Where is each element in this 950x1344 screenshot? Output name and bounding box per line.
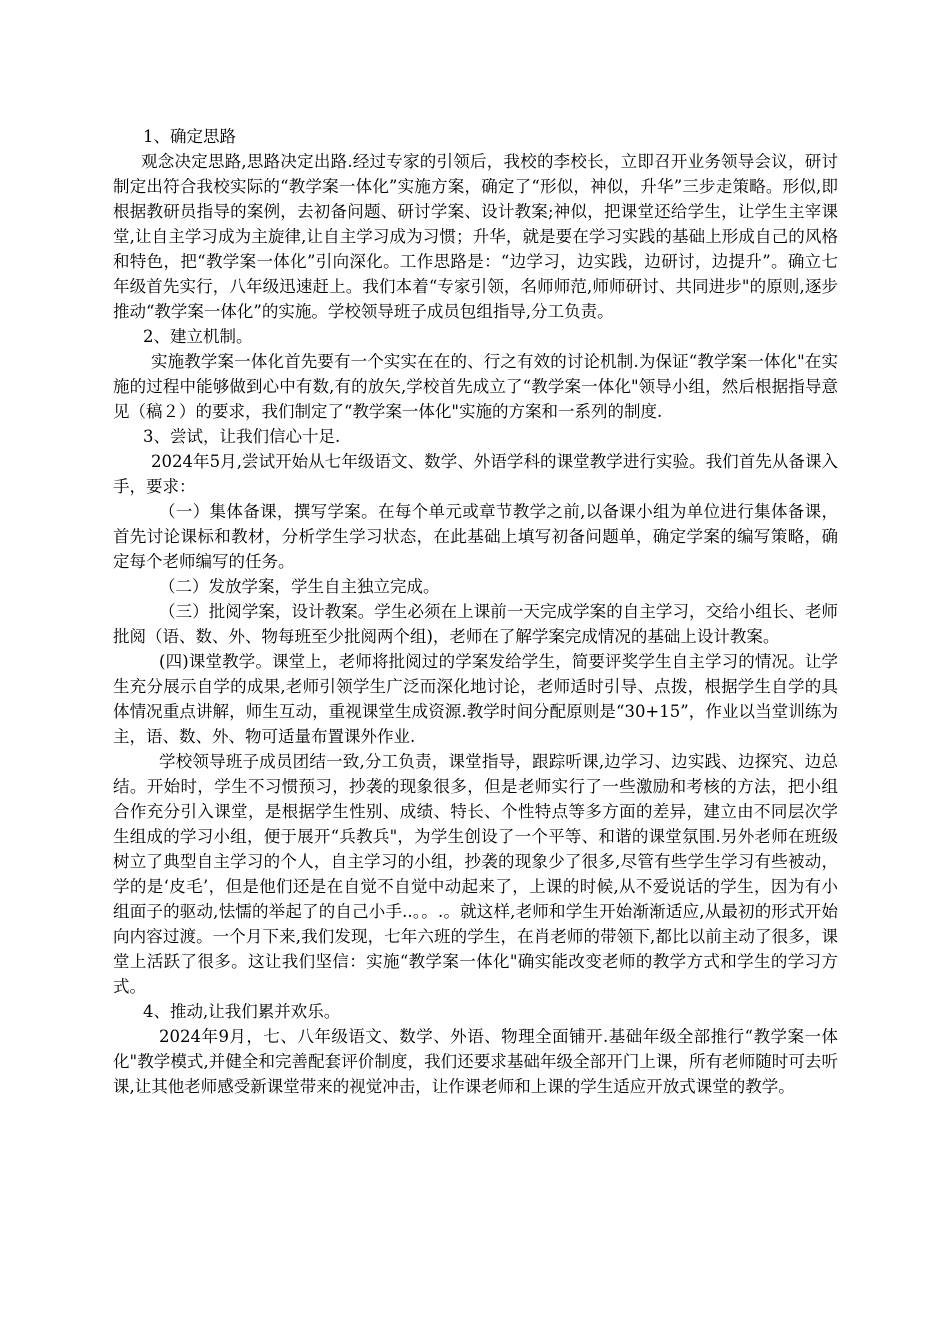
paragraph-4: 学校领导班子成员团结一致,分工负责，课堂指导，跟踪听课,边学习、边实践、边探究、边总结。开始时，学生不习惯预习，抄袭的现象很多，但是老师实行了一些激励和考核的方法，把小组合作充分引入课堂，是根据学生性别、成绩、特长、个性特点等多方面的差异，建立由不同层次学生组成的学习小组，便于展开“兵教兵"，为学生创设了一个平等、和谐的课堂氛围.另外老师在班级树立了典型自主学习的个人，自主学习的小组，抄袭的现象少了很多,尽管有些学生学习有些被动，学的是‘皮毛’，但是他们还是在自觉不自觉中动起来了，上课的时候,从不爱说话的学生，因为有小组面子的驱动,怯懦的举起了的自己小手..。。.。就这样,老师和学生开始渐渐适应,从最初的形式开始向内容过渡。一个月下来,我们发现，七年六班的学生，在肖老师的带领下,都比以前主动了很多，课堂上活跃了很多。这让我们坚信：实施“教学案一体化"确实能改变老师的教学方式和学生的学习方式。	[113, 752, 838, 996]
paragraph-2: 实施教学案一体化首先要有一个实实在在的、行之有效的讨论机制.为保证“教学案一体化"在实施的过程中能够做到心中有数,有的放矢,学校首先成立了“教学案一体化"领导小组，然后根据指导意见（稿２）的要求，我们制定了“教学案一体化"实施的方案和一系列的制度.	[113, 352, 838, 421]
paragraph-1: 观念决定思路,思路决定出路.经过专家的引领后，我校的李校长，立即召开业务领导会议，研讨制定出符合我校实际的“教学案一体化”实施方案，确定了“形似，神似，升华”三步走策略。形似,即根据教研员指导的案例，去初备问题、研讨学案、设计教案;神似，把课堂还给学生，让学生主宰课堂,让自主学习成为主旋律,让自主学习成为习惯；升华，就是要在学习实践的基础上形成自己的风格和特色，把“教学案一体化”引向深化。工作思路是：“边学习，边实践，边研讨，边提升”。确立七年级首先实行，八年级迅速赶上。我们本着“专家引领，名师师范,师师研讨、共同进步"的原则,逐步推动“教学案一体化”的实施。学校领导班子成员包组指导,分工负责。	[113, 152, 838, 321]
heading-3: 3、尝试，让我们信心十足.	[143, 427, 341, 446]
heading-2: 2、建立机制。	[143, 327, 253, 346]
list-item-2: （二）发放学案，学生自主独立完成。	[159, 577, 440, 596]
paragraph-3: 2024年5月,尝试开始从七年级语文、数学、外语学科的课堂教学进行实验。我们首先从备课入手，要求：	[113, 452, 838, 496]
list-item-1: （一）集体备课，撰写学案。在每个单元或章节教学之前,以备课小组为单位进行集体备课，首先讨论课标和教材，分析学生学习状态，在此基础上填写初备问题单，确定学案的编写策略，确定每个老师编写的任务。	[113, 502, 838, 571]
heading-1: 1、确定思路	[143, 127, 236, 146]
paragraph-5: 2024年9月，七、八年级语文、数学、外语、物理全面铺开.基础年级全部推行“教学案一体化"教学模式,并健全和完善配套评价制度，我们还要求基础年级全部开门上课，所有老师随时可去听课,让其他老师感受新课堂带来的视觉冲击，让作课老师和上课的学生适应开放式课堂的教学。	[113, 1027, 838, 1096]
list-item-4: (四)课堂教学。课堂上，老师将批阅过的学案发给学生，简要评奖学生自主学习的情况。让学生充分展示自学的成果,老师引领学生广泛而深化地讨论，老师适时引导、点拨，根据学生自学的具体情况重点讲解，师生互动，重视课堂生成资源.教学时间分配原则是“30+15”，作业以当堂训练为主，语、数、外、物可适量布置课外作业.	[113, 652, 838, 746]
document-body	[113, 124, 838, 1099]
heading-4: 4、推动,让我们累并欢乐。	[143, 1002, 341, 1021]
list-item-3: （三）批阅学案，设计教案。学生必须在上课前一天完成学案的自主学习，交给小组长、老师批阅（语、数、外、物每班至少批阅两个组)，老师在了解学案完成情况的基础上设计教案。	[113, 602, 838, 646]
